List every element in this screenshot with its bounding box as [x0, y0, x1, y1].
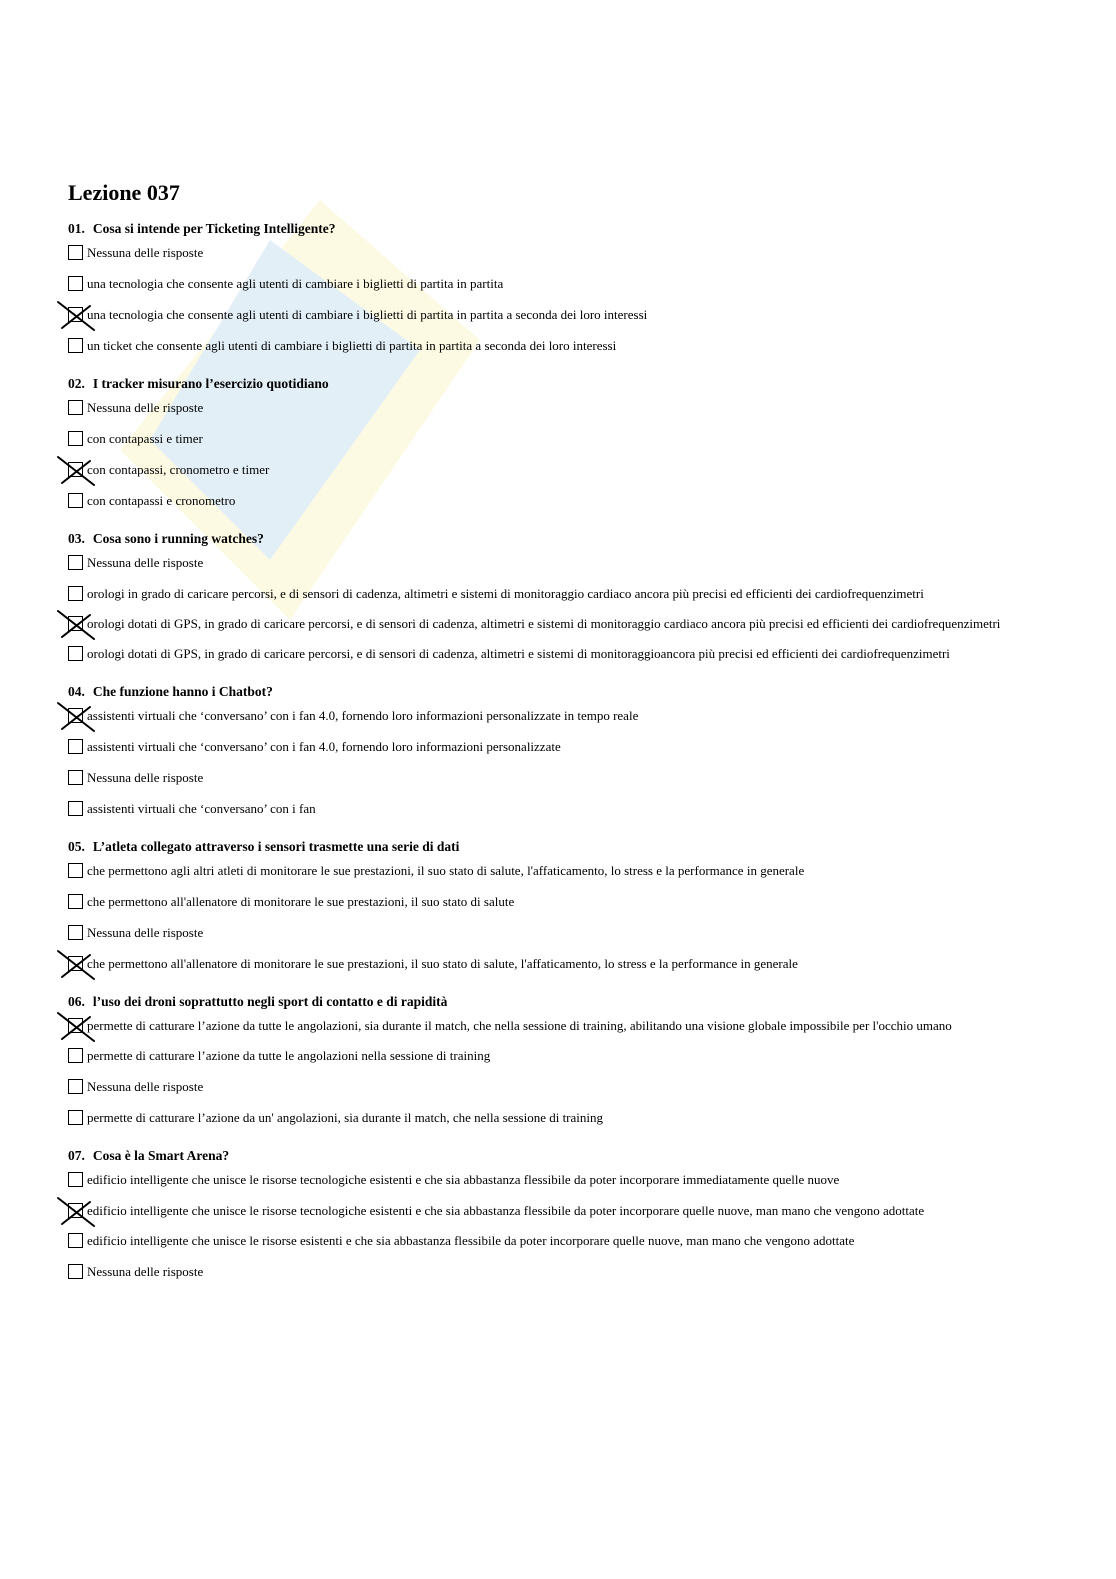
- question-heading: [68, 991, 1058, 1013]
- question-text: Cosa è la Smart Arena?: [92, 1148, 230, 1163]
- answer-label: Nessuna delle risposte: [87, 925, 204, 940]
- question: [68, 218, 1058, 355]
- answer-label: assistenti virtuali che ‘conversano’ con i fan 4.0, fornendo loro informazioni personalizzate in tempo reale: [87, 708, 639, 723]
- answer-label: un ticket che consente agli utenti di cambiare i biglietti di partita in partita a seconda dei loro interessi: [87, 338, 617, 353]
- answer-option[interactable]: [68, 245, 1058, 262]
- answer-label: Nessuna delle risposte: [87, 1264, 204, 1279]
- answer-option[interactable]: [68, 1264, 1058, 1281]
- answer-option[interactable]: [68, 739, 1058, 756]
- answer-option[interactable]: [68, 1203, 1058, 1220]
- checkbox[interactable]: [68, 1048, 83, 1063]
- answer-option[interactable]: [68, 770, 1058, 787]
- checkbox[interactable]: [68, 493, 83, 508]
- hand-cross-mark-icon: [54, 1196, 100, 1228]
- checkbox[interactable]: [68, 586, 83, 601]
- question-heading: [68, 218, 1058, 240]
- answer-option[interactable]: [68, 555, 1058, 572]
- answer-label: con contapassi, cronometro e timer: [87, 462, 270, 477]
- answer-label: permette di catturare l’azione da un' angolazioni, sia durante il match, che nella sessione di training: [87, 1110, 604, 1125]
- answer-option[interactable]: [68, 956, 1058, 973]
- checkbox-checked[interactable]: [68, 956, 83, 971]
- question: [68, 1145, 1058, 1281]
- answer-option[interactable]: [68, 462, 1058, 479]
- checkbox[interactable]: [68, 245, 83, 260]
- hand-cross-mark-icon: [54, 455, 100, 487]
- checkbox[interactable]: [68, 894, 83, 909]
- answer-label: che permettono all'allenatore di monitorare le sue prestazioni, il suo stato di salute, l'affaticamento, lo stress e la performance in generale: [87, 956, 798, 971]
- checkbox[interactable]: [68, 1233, 83, 1248]
- checkbox[interactable]: [68, 1172, 83, 1187]
- question-text: I tracker misurano l’esercizio quotidiano: [92, 376, 329, 391]
- question-number: 05.: [68, 839, 85, 854]
- answer-option[interactable]: [68, 1233, 1058, 1250]
- answer-option[interactable]: [68, 1079, 1058, 1096]
- hand-cross-mark-icon: [54, 609, 100, 641]
- checkbox[interactable]: [68, 1079, 83, 1094]
- answer-label: Nessuna delle risposte: [87, 245, 204, 260]
- question-text: Cosa si intende per Ticketing Intelligente?: [92, 221, 336, 236]
- answer-option[interactable]: [68, 616, 1058, 633]
- answer-label: che permettono agli altri atleti di monitorare le sue prestazioni, il suo stato di salute, l'affaticamento, lo stress e la performance in generale: [87, 863, 805, 878]
- question-number: 02.: [68, 376, 85, 391]
- question: [68, 836, 1058, 973]
- checkbox[interactable]: [68, 431, 83, 446]
- checkbox[interactable]: [68, 555, 83, 570]
- checkbox-checked[interactable]: [68, 1203, 83, 1218]
- question-heading: [68, 836, 1058, 858]
- answer-option[interactable]: [68, 431, 1058, 448]
- answer-option[interactable]: [68, 708, 1058, 725]
- answer-label: una tecnologia che consente agli utenti di cambiare i biglietti di partita in partita a seconda dei loro interessi: [87, 307, 648, 322]
- answer-option[interactable]: [68, 1018, 1058, 1035]
- checkbox-checked[interactable]: [68, 708, 83, 723]
- answer-label: assistenti virtuali che ‘conversano’ con i fan: [87, 801, 316, 816]
- answer-option[interactable]: [68, 646, 1058, 663]
- question-text: L’atleta collegato attraverso i sensori trasmette una serie di dati: [92, 839, 460, 854]
- answer-option[interactable]: [68, 338, 1058, 355]
- answer-option[interactable]: [68, 276, 1058, 293]
- answer-option[interactable]: [68, 1048, 1058, 1065]
- answer-label: Nessuna delle risposte: [87, 770, 204, 785]
- question: [68, 373, 1058, 510]
- question-text: Cosa sono i running watches?: [92, 531, 264, 546]
- question: [68, 991, 1058, 1127]
- answer-label: Nessuna delle risposte: [87, 1079, 204, 1094]
- checkbox[interactable]: [68, 1264, 83, 1279]
- answer-label: edificio intelligente che unisce le risorse tecnologiche esistenti e che sia abbastanza flessibile da poter incorporare immediatamente quelle nuove: [87, 1172, 840, 1187]
- checkbox[interactable]: [68, 646, 83, 661]
- answer-label: Nessuna delle risposte: [87, 555, 204, 570]
- answer-option[interactable]: [68, 863, 1058, 880]
- answer-option[interactable]: [68, 1110, 1058, 1127]
- hand-cross-mark-icon: [54, 300, 100, 332]
- answer-label: edificio intelligente che unisce le risorse esistenti e che sia abbastanza flessibile da poter incorporare quelle nuove, man mano che vengono adottate: [87, 1233, 855, 1248]
- checkbox[interactable]: [68, 801, 83, 816]
- question-number: 07.: [68, 1148, 85, 1163]
- checkbox[interactable]: [68, 400, 83, 415]
- checkbox[interactable]: [68, 925, 83, 940]
- answer-label: orologi dotati di GPS, in grado di caricare percorsi, e di sensori di cadenza, altimetri e sistemi di monitoraggioancora più precisi ed efficienti dei cardiofrequenzimetri: [87, 646, 950, 661]
- answer-option[interactable]: [68, 307, 1058, 324]
- question: [68, 681, 1058, 818]
- answer-label: edificio intelligente che unisce le risorse tecnologiche esistenti e che sia abbastanza flessibile da poter incorporare quelle nuove, man mano che vengono adottate: [87, 1203, 925, 1218]
- answer-option[interactable]: [68, 925, 1058, 942]
- answer-label: permette di catturare l’azione da tutte le angolazioni nella sessione di training: [87, 1048, 491, 1063]
- quiz-list: [68, 218, 1058, 1299]
- answer-label: una tecnologia che consente agli utenti di cambiare i biglietti di partita in partita: [87, 276, 504, 291]
- answer-label: orologi in grado di caricare percorsi, e di sensori di cadenza, altimetri e sistemi di monitoraggio cardiaco ancora più precisi ed efficienti dei cardiofrequenzimetri: [87, 586, 924, 601]
- checkbox[interactable]: [68, 739, 83, 754]
- question-number: 04.: [68, 684, 85, 699]
- question-text: l’uso dei droni soprattutto negli sport di contatto e di rapidità: [92, 994, 448, 1009]
- question-heading: [68, 528, 1058, 550]
- question-heading: [68, 1145, 1058, 1167]
- checkbox[interactable]: [68, 770, 83, 785]
- checkbox-checked[interactable]: [68, 616, 83, 631]
- answer-option[interactable]: [68, 586, 1058, 603]
- answer-label: assistenti virtuali che ‘conversano’ con i fan 4.0, fornendo loro informazioni personalizzate: [87, 739, 561, 754]
- answer-option[interactable]: [68, 1172, 1058, 1189]
- question-number: 03.: [68, 531, 85, 546]
- answer-label: Nessuna delle risposte: [87, 400, 204, 415]
- answer-option[interactable]: [68, 801, 1058, 818]
- checkbox-checked[interactable]: [68, 1018, 83, 1033]
- checkbox-checked[interactable]: [68, 462, 83, 477]
- hand-cross-mark-icon: [54, 1011, 100, 1043]
- checkbox-checked[interactable]: [68, 307, 83, 322]
- answer-label: permette di catturare l’azione da tutte le angolazioni, sia durante il match, che nella sessione di training, abilitando una visione globale impossibile per l'occhio umano: [87, 1018, 952, 1033]
- question-number: 06.: [68, 994, 85, 1009]
- answer-option[interactable]: [68, 493, 1058, 510]
- question-heading: [68, 373, 1058, 395]
- question-heading: [68, 681, 1058, 703]
- answer-label: orologi dotati di GPS, in grado di caricare percorsi, e di sensori di cadenza, altimetri e sistemi di monitoraggio cardiaco ancora più precisi ed efficienti dei cardiofrequenzimetri: [87, 616, 1001, 631]
- question: [68, 528, 1058, 663]
- checkbox[interactable]: [68, 338, 83, 353]
- answer-label: con contapassi e timer: [87, 431, 203, 446]
- hand-cross-mark-icon: [54, 701, 100, 733]
- question-number: 01.: [68, 221, 85, 236]
- hand-cross-mark-icon: [54, 949, 100, 981]
- answer-option[interactable]: [68, 894, 1058, 911]
- checkbox[interactable]: [68, 863, 83, 878]
- answer-label: con contapassi e cronometro: [87, 493, 236, 508]
- answer-label: che permettono all'allenatore di monitorare le sue prestazioni, il suo stato di salute: [87, 894, 515, 909]
- answer-option[interactable]: [68, 400, 1058, 417]
- lesson-title: Lezione 037: [68, 180, 180, 205]
- checkbox[interactable]: [68, 1110, 83, 1125]
- checkbox[interactable]: [68, 276, 83, 291]
- question-text: Che funzione hanno i Chatbot?: [92, 684, 273, 699]
